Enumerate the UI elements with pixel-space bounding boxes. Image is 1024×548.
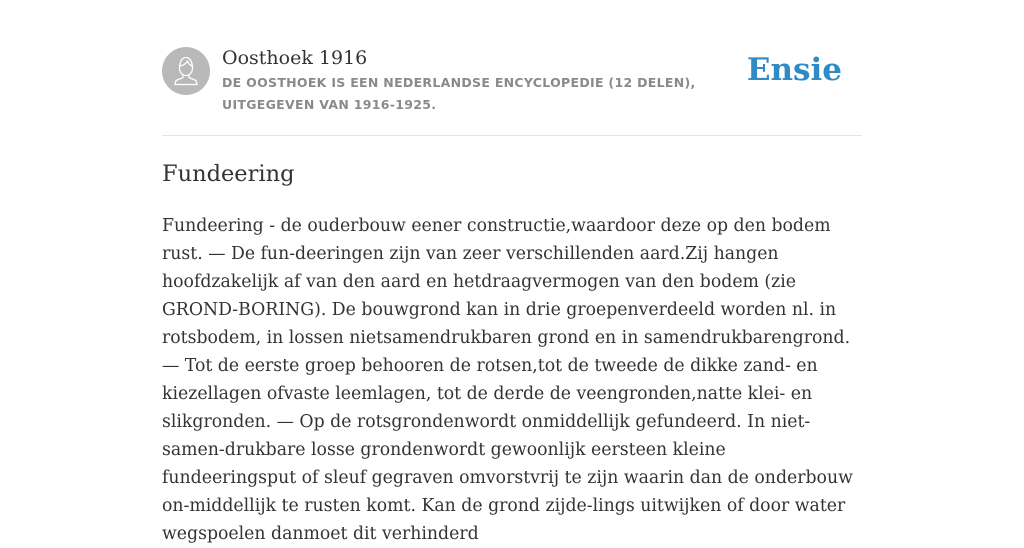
ensie-logo[interactable]: Ensie — [746, 52, 842, 88]
source-header — [162, 46, 862, 116]
article-title: Fundeering — [162, 161, 295, 187]
article-body: Fundeering - de ouderbouw eener constructie,waardoor deze op den bodem rust. — De fun-deeringen zijn van zeer verschillenden aard.Zij hangen hoofdzakelijk af van den aard en hetdraagvermogen van den bodem (zie GROND-BORING). De bouwgrond kan in drie groepenverdeeld worden nl. in rotsbodem, in lossen nietsamendrukbaren grond en in samendrukbarengrond. — Tot de eerste groep behooren de rotsen,tot de tweede de dikke zand- en kiezellagen ofvaste leemlagen, tot de derde de veengronden,natte klei- en slikgronden. — Op de rotsgrondenwordt onmiddellijk gefundeerd. In niet-samen-drukbare losse grondenwordt gewoonlijk eersteen kleine fundeeringsput of sleuf gegraven omvorstvrij te zijn waarin dan de onderbouw on-middellijk te rusten komt. Kan de grond zijde-lings uitwijken of door water wegspoelen danmoet dit verhinderd — [162, 216, 853, 544]
header-divider — [162, 135, 862, 136]
source-description: DE OOSTHOEK IS EEN NEDERLANDSE ENCYCLOPEDIE (12 DELEN), UITGEGEVEN VAN 1916-1925. — [222, 75, 696, 112]
user-placeholder-icon — [162, 47, 210, 95]
source-title[interactable]: Oosthoek 1916 — [222, 47, 368, 69]
